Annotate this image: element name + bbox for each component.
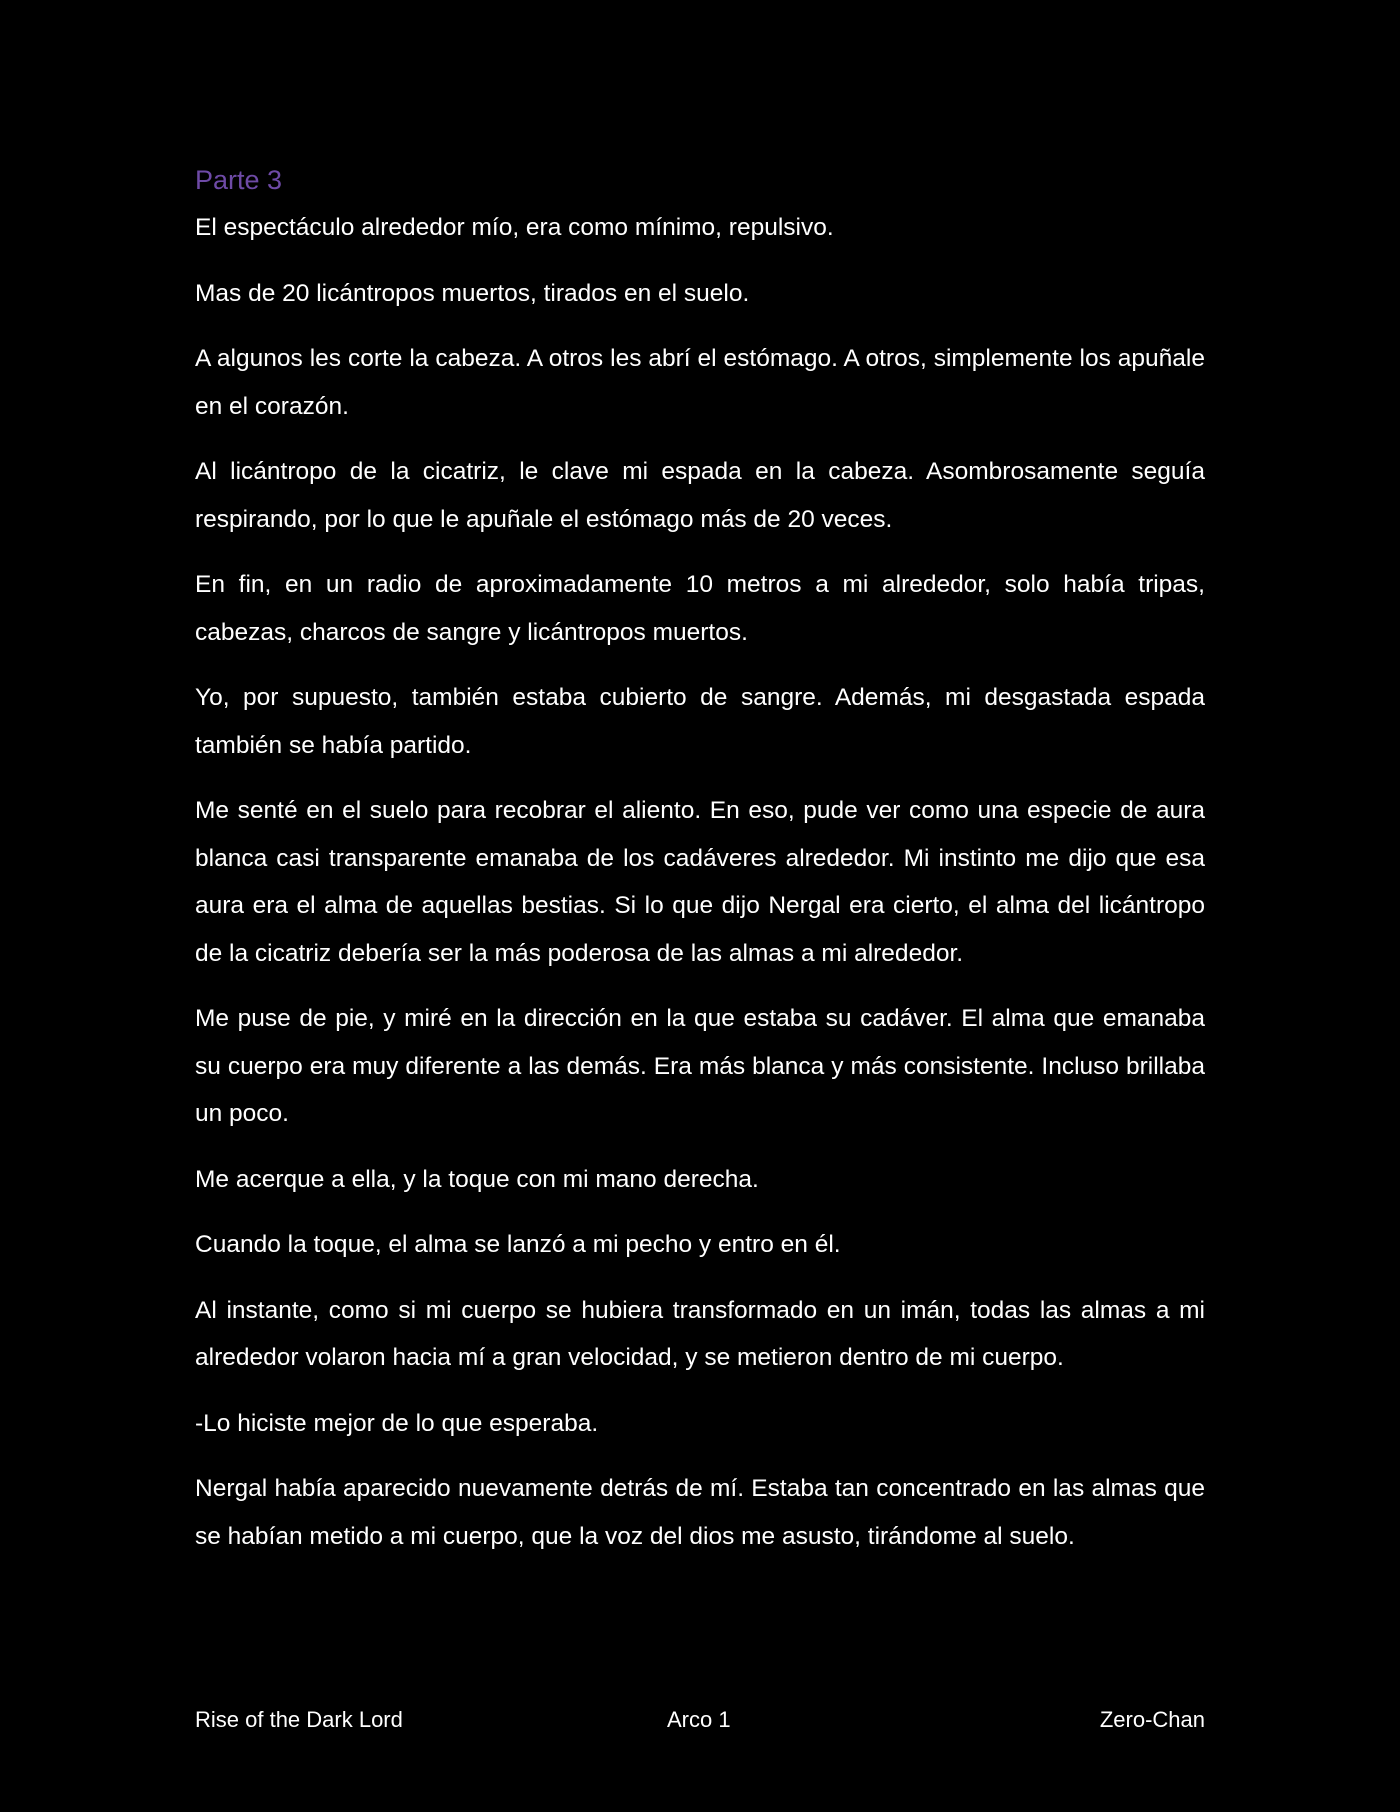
paragraph: Me senté en el suelo para recobrar el aliento. En eso, pude ver como una especie de aura blanca casi transparente emanaba de los cadáveres alrededor. Mi instinto me dijo que esa aura era el alma de aquellas bestias. Si lo que dijo Nergal era cierto, el alma del licántropo de la cicatriz debería ser la más poderosa de las almas a mi alrededor. xyxy=(195,797,1205,967)
paragraph: Mas de 20 licántropos muertos, tirados en el suelo. xyxy=(195,279,750,307)
footer-book-title: Rise of the Dark Lord xyxy=(195,1707,403,1732)
paragraph: Me puse de pie, y miré en la dirección en la que estaba su cadáver. El alma que emanaba su cuerpo era muy diferente a las demás. Era más blanca y más consistente. Incluso brillaba un poco. xyxy=(195,1005,1205,1127)
paragraph: Nergal había aparecido nuevamente detrás de mí. Estaba tan concentrado en las almas que se habían metido a mi cuerpo, que la voz del dios me asusto, tirándome al suelo. xyxy=(195,1475,1205,1550)
paragraph: Cuando la toque, el alma se lanzó a mi pecho y entro en él. xyxy=(195,1231,841,1258)
document-body xyxy=(195,160,1205,1578)
footer-author: Zero-Chan xyxy=(1099,1707,1205,1732)
paragraph: -Lo hiciste mejor de lo que esperaba. xyxy=(195,1409,599,1437)
page-footer xyxy=(195,1700,1205,1740)
paragraph: Me acerque a ella, y la toque con mi mano derecha. xyxy=(195,1165,759,1193)
chapter-heading: Parte 3 xyxy=(195,165,283,195)
paragraph: A algunos les corte la cabeza. A otros les abrí el estómago. A otros, simplemente los apuñale en el corazón. xyxy=(195,345,1205,420)
paragraph: El espectáculo alrededor mío, era como mínimo, repulsivo. xyxy=(195,214,834,241)
paragraph: Yo, por supuesto, también estaba cubierto de sangre. Además, mi desgastada espada también se había partido. xyxy=(195,684,1205,759)
paragraph: Al instante, como si mi cuerpo se hubiera transformado en un imán, todas las almas a mi alrededor volaron hacia mí a gran velocidad, y se metieron dentro de mi cuerpo. xyxy=(195,1296,1205,1371)
paragraph: Al licántropo de la cicatriz, le clave mi espada en la cabeza. Asombrosamente seguía respirando, por lo que le apuñale el estómago más de 20 veces. xyxy=(195,458,1205,533)
footer-arc-label: Arco 1 xyxy=(667,1707,731,1732)
paragraph: En fin, en un radio de aproximadamente 10 metros a mi alrededor, solo había tripas, cabezas, charcos de sangre y licántropos muertos. xyxy=(195,571,1205,646)
